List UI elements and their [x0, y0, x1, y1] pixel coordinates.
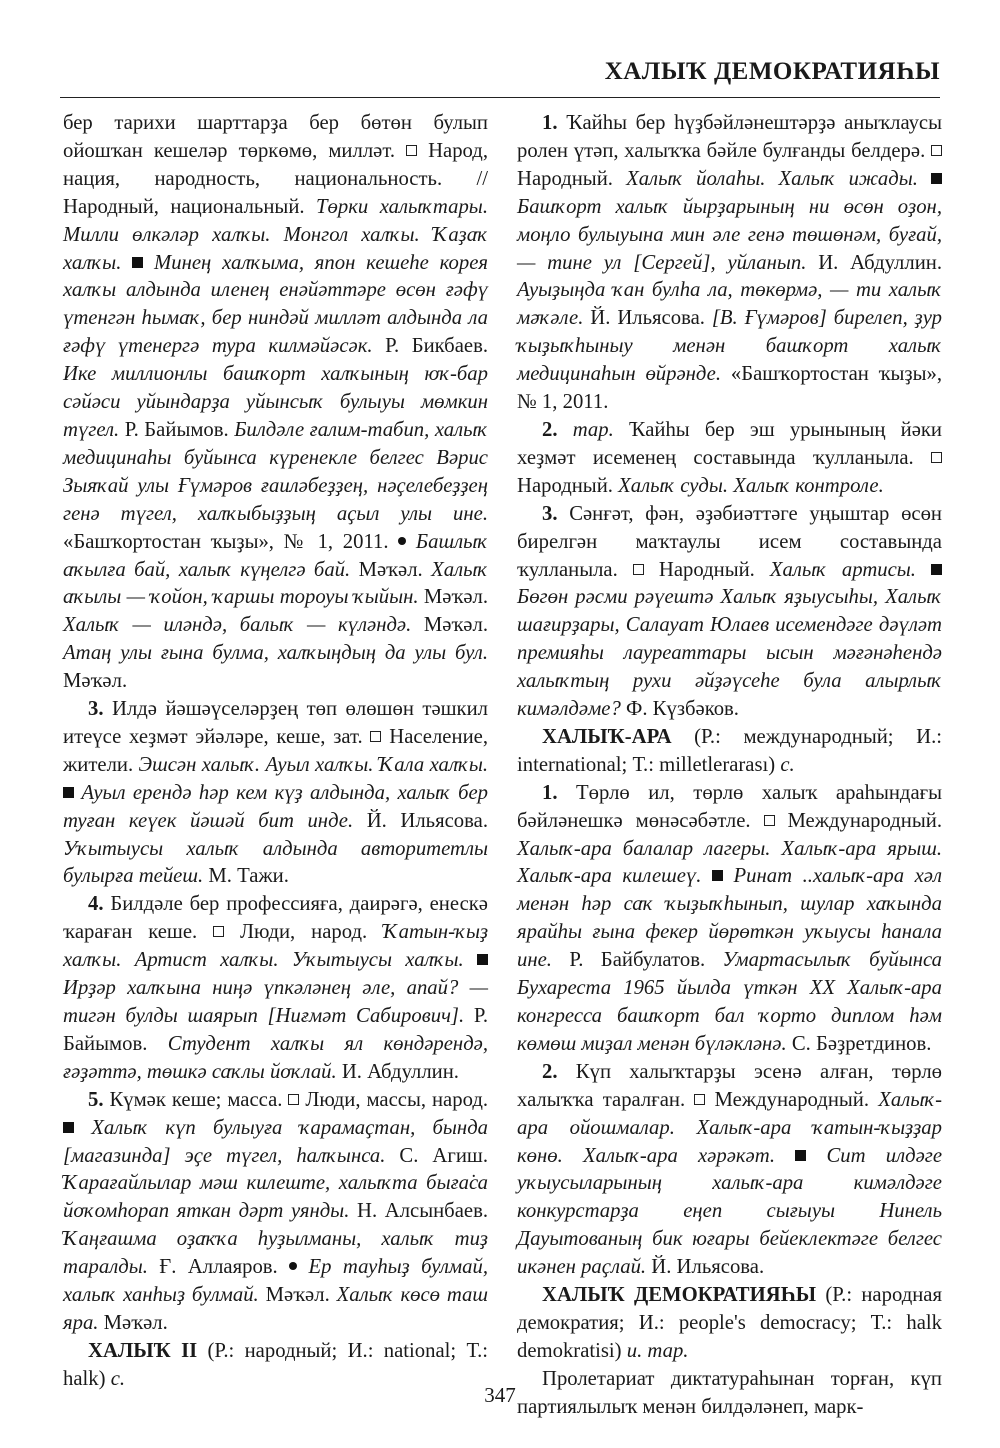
quotation: Сит илдәге уҡыусыларының халыҡ-ара кимәлдәге конкурстарҙа еңеп сығыуы Нинель Дауытованың бик юғары бейеклектәге белгес икәнен раҫлай. — [517, 1144, 943, 1279]
entry-xalyk-ara — [517, 724, 942, 780]
quotation-source: С. Бәҙретдинов. — [791, 1032, 932, 1055]
russian-equivalent-box-icon — [931, 145, 942, 156]
quotation: Ҡарағайлылар мәш килеште, халыҡта быға̇са йоҡомһорап яткан дәрт уянды. — [63, 1172, 488, 1223]
proverb-bullet-icon — [289, 1262, 297, 1270]
proverb-source: Мәҡәл. — [265, 1284, 330, 1307]
quotation-source: Н. Алсынбаев. — [357, 1200, 489, 1223]
quotation: Бөгөн рәсми рәүештә Халыҡ яҙыусыһы, Халыҡ шағирҙары, Салауат Юлаев исемендәге дәүләт премияһы лауреаттары ысын мәғәнәһендә халыҡтың рухи әйҙәүсеһе була алырлыҡ кимәлдәме? — [517, 586, 942, 721]
entry-translations: (Р.: народная демократия; И.: people's democracy; Т.: halk demokratisi) — [517, 1284, 943, 1362]
quotation-source: «Башҡортостан ҡыҙы», № 1, 2011. — [517, 363, 943, 414]
proverb-source: Мәҡәл. — [63, 670, 128, 693]
russian-equivalent-box-icon — [370, 731, 381, 742]
quotation-square-icon — [931, 173, 942, 184]
definition-text: бер тарихи шарттарҙа бер бөтөн булып ойошҡан кешеләр төркөмө, милләт. — [63, 112, 488, 162]
quotation-square-icon — [712, 870, 723, 881]
quotation: Халыҡ күп булыуға ҡарамаҫтан, бында [магазинда] эҫе түгел, һалҡынса. — [63, 1116, 488, 1167]
quotation: Башҡорт халыҡ йырҙарының ни өсөн оҙон, моңло булыуына мин әле генә төшөнәм, буғай, — тине ул [Сергей], уйланып. — [517, 195, 942, 274]
usage-examples: Халыҡ суды. Халыҡ контроле. — [618, 474, 884, 497]
header-rule — [60, 97, 940, 98]
russian-equivalent: Народный. — [658, 558, 755, 581]
sense-number: 2. — [542, 1060, 558, 1083]
proverb: Ер тауһыҙ булмай, халыҡ ханһыҙ булмай. — [63, 1256, 488, 1307]
usage-examples: Халыҡ йолаһы. Халыҡ ижады. — [626, 167, 918, 190]
definition-text: Күп халыҡтарҙы эсенә алған, төрлө халыҡҡа таралған. — [517, 1060, 942, 1111]
sense-number: 5. — [88, 1088, 104, 1111]
proverb: Башлыҡ аҡылға бай, халыҡ күңелгә бай. — [63, 530, 489, 581]
quotation-source: Р. Байбулатов. — [569, 949, 706, 972]
russian-equivalent-box-icon — [764, 815, 775, 826]
russian-equivalent: Люди, массы, народ. — [305, 1088, 489, 1111]
quotation-source: Й. Ильясова. — [590, 307, 705, 330]
sense-3 — [517, 501, 942, 724]
quotation: Ауыл ерендә һәр кем күҙ алдында, халыҡ бер туған кеүек йәшәй бит инде. — [63, 781, 489, 832]
quotation-source: М. Тажи. — [208, 865, 289, 888]
proverb-source: Мәҡәл. — [358, 558, 423, 581]
part-of-speech: и. тар. — [626, 1339, 689, 1362]
quotation-source: Р. Бикбаев. — [385, 335, 489, 358]
quotation-square-icon — [63, 1122, 74, 1133]
quotation-source: С. Агиш. — [399, 1144, 488, 1167]
russian-equivalent: Международный. — [787, 809, 942, 832]
sense-2 — [517, 1059, 942, 1282]
quotation-source: Й. Ильясова. — [366, 809, 489, 832]
quotation: Умартасылыҡ буйынса Бухареста 1965 йылда үткән XX Халыҡ-ара конгресса башҡорт бал ҡорто диплом һәм көмөш миҙал менән бүләкләнә. — [517, 949, 942, 1055]
quotation-square-icon — [931, 564, 942, 575]
page-number: 347 — [484, 1383, 516, 1407]
definition-text: Ҡайһы бер эш урынының йәки хеҙмәт исеменең составында ҡулланыла. — [517, 418, 943, 469]
russian-equivalent: Международный. — [714, 1088, 870, 1111]
part-of-speech: с. — [780, 753, 795, 776]
russian-equivalent: Народный. — [517, 474, 613, 497]
usage-examples: Халыҡ-ара ойошмалар. Халыҡ-ара ҡатын-ҡыҙҙар көнө. Халыҡ-ара хәрәкәт. — [517, 1088, 943, 1167]
proverb: Атаң улы ғына булма, халҡыңдың да улы бул. — [63, 642, 488, 665]
entry-democracy — [517, 1282, 942, 1366]
proverb: Халыҡ — иләндә, балыҡ — күләндә. — [63, 614, 412, 637]
russian-equivalent-box-icon — [633, 564, 644, 575]
entry-continuation — [63, 110, 488, 696]
definition-text: Билдәле бер профессияға, даирәгә, енескә ҡараған кеше. — [63, 893, 488, 944]
sense-number: 3. — [88, 698, 104, 721]
definition-text: Сәнғәт, фән, әҙәбиәттәге уңыштар өсөн бирелгән маҡтаулы исем составында ҡулланыла. — [517, 502, 943, 581]
russian-equivalent-box-icon — [406, 145, 417, 156]
quotation: Ирҙәр халҡына ниңә үпкәләнең әле, апай? — тигән булды шаярып [Ниғмәт Сабирович]. — [63, 977, 488, 1027]
entry-headword: ХАЛЫҠ II — [88, 1339, 198, 1362]
definition-text: Пролетариат диктатураһынан торған, күп партиялылыҡ менән билдәләнеп, марк- — [517, 1367, 942, 1418]
russian-equivalent-box-icon — [288, 1094, 299, 1105]
proverb: Халыҡ көсө таш яра. — [63, 1284, 489, 1334]
entry-headword: ХАЛЫҠ-АРА — [542, 725, 672, 748]
sense-number: 1. — [542, 112, 558, 134]
quotation-source: Й. Ильясова. — [651, 1256, 765, 1279]
quotation-source: Ф. Күзбәков. — [625, 698, 739, 721]
proverb-source: Мәҡәл. — [423, 614, 488, 637]
definition-text: Күмәк кеше; масса. — [109, 1088, 283, 1111]
quotation: Ауыҙыңда ҡан булһа ла, төкөрмә, — ти халыҡ мәҡәле. — [517, 279, 942, 330]
quotation: Ринат ..халыҡ-ара хәл менән һәр саҡ ҡыҙыҡһынып, шулар хаҡында ярайһы ғына фекер йөрөткән уҡыусы һанала ине. — [517, 865, 943, 972]
part-of-speech: с. — [110, 1367, 126, 1390]
quotation-square-icon — [63, 787, 74, 798]
proverb-source: Мәҡәл. — [423, 586, 489, 609]
quotation-square-icon — [795, 1150, 806, 1161]
russian-equivalent-box-icon — [213, 926, 224, 937]
quotation-source: И. Абдуллин. — [818, 251, 943, 274]
quotation: Ҡаңғашма оҙаҡҡа һуҙылманы, халыҡ тиҙ таралды. — [63, 1228, 488, 1279]
sense-3 — [63, 696, 488, 891]
usage-label: тар. — [572, 418, 614, 441]
quotation-square-icon — [132, 257, 143, 268]
sense-number: 1. — [542, 781, 558, 804]
usage-examples: Халыҡ-ара балалар лагеры. Халыҡ-ара ярыш. Халыҡ-ара килешеү. — [517, 837, 942, 888]
sense-number: 3. — [542, 502, 558, 525]
russian-equivalent-box-icon — [931, 452, 942, 463]
right-column — [517, 110, 942, 1422]
quotation: Ике миллионлы башҡорт халҡының юҡ-бар сәйәси уйындарҙа уйынсыҡ булыуы мөмкин түгел. — [63, 363, 488, 441]
proverb-bullet-icon — [398, 537, 406, 545]
russian-equivalent: Народный. — [517, 167, 613, 190]
quotation-source: «Башҡортостан ҡыҙы», № 1, 2011. — [63, 530, 389, 553]
quotation: Минең халҡыма, япон кешеһе корея халҡы алдында иленең енәйәттәре өсөн ғәфү үтенгән һымаҡ, бер ниндәй милләт алдында ла ғәфү үтенергә тура килмәйәсәк. — [63, 251, 489, 358]
russian-equivalent: Население, жители. — [63, 725, 488, 776]
sense-4 — [63, 891, 488, 1086]
proverb: Халыҡ аҡылы — ҡойон, ҡаршы тороуы ҡыйын. — [63, 558, 489, 609]
quotation: Билдәле ғалим-табип, халыҡ медицинаһы буйынса күренекле белгес Вәрис Зыяҡай улы Ғүмәров ғаиләбеҙҙең, нәҫелебеҙҙең генә түгел, халҡыбыҙҙың аҫыл улы ине. — [63, 418, 489, 525]
running-title: ХАЛЫҠ ДЕМОКРАТИЯҺЫ — [604, 58, 940, 85]
usage-examples: Төрки халыҡтары. Милли өлкәләр халҡы. Монгол халҡы. Ҡаҙаҡ халҡы. — [63, 195, 488, 274]
sense-1 — [517, 110, 942, 417]
proverb-source: Мәҡәл. — [103, 1311, 168, 1334]
quotation: Уҡытыусы халыҡ алдында авторитетлы булырға тейеш. — [63, 837, 488, 888]
quotation-source: Р. Байымов. — [124, 418, 229, 441]
definition-text: Илдә йәшәүселәрҙең төп өлөшөн тәшкил итеүсе хеҙмәт эйәләре, кеше, зат. — [63, 698, 488, 748]
russian-equivalent: Люди, народ. — [240, 921, 368, 944]
usage-examples: Халыҡ артисы. — [769, 558, 916, 581]
quotation: Студент халҡы ял көндәрендә, ғәҙәттә, төшкә саҡлы йоҡлай. — [63, 1032, 489, 1083]
quotation-source: Р. Байымов. — [63, 1005, 488, 1055]
quotation-source: И. Абдуллин. — [341, 1060, 459, 1083]
quotation-source: Ғ. Аллаяров. — [159, 1256, 278, 1279]
quotation: [В. Ғүмәров] бирелеп, ҙур ҡыҙыҡһыныу менән башҡорт халыҡ медицинаһын өйрәнде. — [517, 307, 942, 386]
sense-2 — [517, 417, 942, 501]
sense-1 — [517, 780, 942, 1059]
left-column — [63, 110, 488, 1394]
usage-examples: Эшсән халыҡ. Ауыл халҡы. Ҡала халҡы. — [138, 753, 489, 776]
quotation-square-icon — [477, 954, 488, 965]
russian-equivalent: Народ, нация, народность, национальность. // Народный, национальный. — [63, 139, 489, 218]
sense-number: 2. — [542, 418, 558, 441]
entry-headword: ХАЛЫҠ ДЕМОКРАТИЯҺЫ — [542, 1284, 817, 1307]
definition-text: Ҡайһы бер һүҙбәйләнештәрҙә аныҡлаусы ролен үтәп, халыҡҡа бәйле булғанды белдерә. — [517, 112, 942, 162]
definition-text: Төрлө ил, төрлө халыҡ араһындағы бәйләнешкә мөнәсәбәтле. — [517, 781, 943, 832]
russian-equivalent-box-icon — [694, 1094, 705, 1105]
entry-translations: (Р.: международный; И.: international; Т.: milletlerarası) — [517, 725, 943, 776]
sense-5 — [63, 1087, 488, 1338]
entry-translations: (Р.: народный; И.: national; Т.: halk) — [63, 1339, 488, 1390]
usage-examples: Ҡатын-ҡыҙ халҡы. Артист халҡы. Уҡытыусы халҡы. — [63, 921, 489, 972]
sense-number: 4. — [88, 893, 104, 916]
